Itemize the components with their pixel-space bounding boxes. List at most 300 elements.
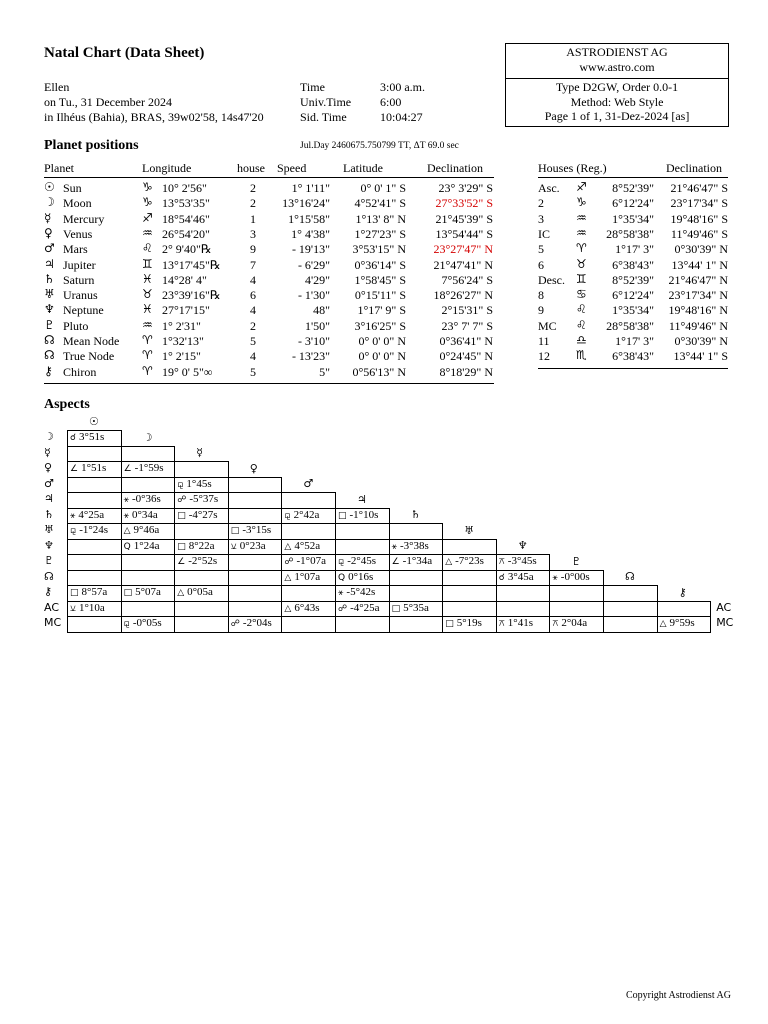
aspect-cell (281, 508, 336, 525)
aspect-orb (70, 540, 73, 552)
planet-glyph-icon: ♃ (44, 256, 55, 271)
aspect-cell (67, 585, 122, 602)
aspect-orb (231, 571, 234, 583)
zodiac-sign-icon: ♎ (576, 333, 587, 347)
aspect-type-icon: □ (70, 588, 79, 598)
planet-speed: - 6'29" (297, 257, 330, 272)
aspect-orb: 0°23a (239, 539, 266, 552)
house-longitude: 6°12'24" (612, 196, 654, 211)
planet-speed: 1° 4'38" (291, 226, 330, 241)
planet-speed: - 3'10" (297, 334, 330, 348)
planet-name: Pluto (63, 318, 89, 333)
houses-footer-rule (538, 368, 728, 369)
planet-declination: 23°27'47" N (433, 242, 493, 257)
aspect-cell (67, 616, 122, 633)
aspect-cell (335, 508, 390, 525)
planet-speed: 1'50" (304, 318, 330, 333)
planet-house: 5 (250, 364, 256, 379)
aspect-row-icon-right: MC (716, 616, 734, 629)
planet-speed: 1° 1'11" (291, 181, 330, 195)
aspect-cell (174, 461, 229, 478)
aspect-cell (67, 430, 122, 447)
col-house: house (237, 161, 265, 175)
planet-name: Sun (63, 181, 82, 195)
aspect-column-icon: ♅ (464, 523, 475, 537)
planet-longitude: 10° 2'56" (162, 181, 207, 195)
planet-glyph-icon: ⚷ (44, 363, 53, 378)
aspect-row-icon: MC (44, 616, 62, 629)
company-url: www.astro.com (579, 60, 655, 74)
planet-declination: 7°56'24" S (441, 272, 493, 287)
aspect-orb: -7°23s (455, 555, 484, 567)
aspect-type-icon: ⚼ (70, 526, 77, 536)
aspect-cell (281, 570, 336, 587)
aspect-orb: 1°07a (294, 570, 321, 583)
house-name: IC (538, 226, 550, 241)
planet-speed: - 1'30" (297, 288, 330, 303)
planet-latitude: 0°15'11" S (354, 288, 406, 303)
col-declination: Declination (427, 161, 483, 175)
aspect-column-icon: ♂ (303, 477, 314, 490)
time-label: Time (300, 80, 325, 94)
aspect-column-icon: ☉ (89, 415, 99, 428)
aspect-cell (281, 539, 336, 556)
aspect-cell (228, 477, 283, 494)
planet-glyph-icon: ♀ (44, 225, 53, 240)
aspect-orb (445, 571, 448, 583)
zodiac-sign-icon: ♉ (576, 256, 587, 271)
aspect-type-icon: ⚼ (177, 479, 184, 490)
aspect-orb (392, 571, 395, 583)
aspect-orb (606, 617, 609, 629)
house-name: 5 (538, 242, 544, 257)
planet-glyph-icon: ☽ (44, 195, 55, 210)
aspect-type-icon: ⚹ (391, 541, 397, 552)
aspect-cell (281, 554, 336, 571)
aspect-orb (606, 586, 609, 598)
aspect-orb: 6°43s (294, 601, 320, 614)
aspect-cell (281, 523, 336, 540)
zodiac-sign-icon: ♓ (142, 302, 153, 317)
aspect-column-icon: ♆ (517, 539, 528, 552)
aspect-row-icon: ☽ (44, 430, 54, 443)
aspect-orb (231, 478, 234, 490)
aspect-orb (231, 602, 234, 614)
planet-declination: 21°47'41" N (433, 257, 493, 272)
aspect-type-icon: ⚺ (230, 541, 237, 552)
house-name: 9 (538, 303, 544, 318)
aspect-cell (121, 601, 176, 618)
aspect-type-icon: ⚹ (552, 572, 558, 583)
aspect-type-icon: ☍ (284, 557, 294, 567)
planet-latitude: 1°58'45" S (354, 272, 406, 287)
aspect-cell (335, 601, 390, 618)
planet-longitude: 1° 2'15" (162, 349, 201, 364)
aspect-orb (124, 447, 127, 459)
house-longitude: 1°17' 3" (615, 242, 654, 257)
time-value: 3:00 a.m. (380, 80, 425, 94)
aspect-cell (228, 523, 283, 540)
aspect-orb: 2°42a (293, 508, 320, 521)
aspect-type-icon: □ (338, 510, 347, 521)
aspects-heading: Aspects (44, 397, 90, 412)
aspect-cell (549, 570, 604, 587)
planet-glyph-icon: ♇ (44, 317, 55, 332)
planet-glyph-icon: ☊ (44, 348, 55, 363)
aspect-cell (121, 461, 176, 478)
aspect-type-icon: ⚻ (498, 619, 505, 629)
aspect-type-icon: Q (123, 541, 131, 552)
aspect-cell (228, 508, 283, 525)
aspect-orb: -3°45s (507, 555, 537, 567)
aspect-type-icon: □ (177, 510, 186, 521)
aspect-cell (442, 601, 497, 618)
planet-speed: 5" (319, 364, 330, 379)
planet-longitude: 26°54'20" (162, 226, 210, 241)
aspect-orb (338, 524, 341, 536)
aspect-orb: 9°46a (133, 524, 160, 536)
planet-speed: 48" (313, 303, 330, 318)
aspect-type-icon: △ (284, 541, 292, 552)
house-declination: 0°30'39" N (674, 242, 728, 257)
aspect-cell (281, 616, 336, 633)
house-longitude: 28°58'38" (606, 226, 654, 241)
house-declination: 23°17'34" N (668, 288, 728, 303)
aspect-cell (335, 585, 390, 602)
aspect-cell (389, 585, 444, 602)
aspect-orb: 1°24a (133, 539, 160, 552)
aspect-orb: -0°00s (560, 570, 590, 583)
aspect-row-icon-right: AC (716, 600, 732, 614)
planet-speed: 4'29" (304, 272, 330, 287)
aspect-orb: 5°35a (403, 601, 429, 614)
aspect-type-icon: ∠ (70, 464, 79, 474)
page-title: Natal Chart (Data Sheet) (44, 45, 205, 61)
aspect-orb: -5°42s (346, 586, 376, 598)
aspect-cell (335, 570, 390, 587)
aspect-type-icon: ⚻ (552, 619, 559, 629)
aspect-cell (121, 585, 176, 602)
planet-longitude: 1°32'13" (162, 334, 204, 348)
sid-time-label: Sid. Time (300, 110, 347, 124)
col-houses: Houses (Reg.) (538, 161, 607, 175)
planet-house: 2 (250, 181, 256, 195)
aspect-cell (442, 585, 497, 602)
aspect-orb: 1°10a (79, 601, 105, 614)
planet-longitude: 27°17'15" (162, 303, 210, 318)
planet-speed: - 19'13" (291, 242, 330, 257)
aspect-orb (552, 602, 555, 614)
planet-house: 4 (250, 303, 256, 318)
planet-longitude: 13°17'45"℞ (162, 257, 221, 272)
zodiac-sign-icon: ♑ (142, 195, 153, 210)
aspect-row-icon: ♅ (44, 523, 54, 536)
house-name: MC (538, 318, 557, 333)
page-info: Page 1 of 1, 31-Dez-2024 [as] (544, 109, 690, 123)
aspect-cell (67, 554, 122, 571)
house-name: Asc. (538, 181, 560, 195)
planet-house: 4 (250, 272, 256, 287)
aspect-type-icon: ☍ (177, 495, 187, 505)
aspect-column-icon: ☊ (625, 570, 635, 583)
aspect-cell (442, 539, 497, 556)
planet-house: 1 (250, 211, 256, 226)
aspect-orb (231, 555, 234, 567)
aspect-orb (499, 602, 502, 614)
zodiac-sign-icon: ♓ (142, 271, 153, 286)
planet-name: Saturn (63, 272, 95, 287)
planet-name: Jupiter (63, 257, 96, 272)
aspect-cell (228, 539, 283, 556)
aspect-row-icon: ♂ (44, 476, 54, 490)
aspect-type-icon: □ (123, 588, 133, 598)
houses-header-rule (538, 177, 728, 178)
aspect-orb: -1°59s (134, 462, 164, 474)
zodiac-sign-icon: ♈ (142, 333, 153, 347)
house-declination: 21°46'47" N (668, 272, 728, 287)
aspect-type-icon: ⚹ (338, 588, 344, 598)
planet-latitude: 0°36'14" S (354, 257, 406, 272)
aspect-cell (389, 616, 444, 633)
aspect-orb (70, 571, 73, 583)
planet-glyph-icon: ☿ (44, 210, 52, 225)
zodiac-sign-icon: ♒ (142, 317, 153, 332)
aspect-cell (442, 616, 497, 633)
aspect-type-icon: ∠ (391, 557, 400, 567)
company-name: ASTRODIENST AG (566, 45, 668, 59)
aspect-cell (496, 570, 551, 587)
planet-name: Uranus (63, 288, 98, 303)
aspect-cell (496, 585, 551, 602)
aspect-orb: 0°34a (132, 508, 158, 521)
planet-glyph-icon: ♂ (44, 241, 55, 256)
zodiac-sign-icon: ♑ (576, 195, 587, 210)
planet-declination: 21°45'39" S (435, 211, 493, 226)
aspect-row-icon: ♃ (44, 492, 54, 505)
aspect-orb: -3°38s (400, 539, 429, 552)
aspect-type-icon: □ (445, 619, 454, 629)
aspect-row-icon: ☿ (44, 445, 51, 459)
aspect-orb: 8°57a (81, 586, 108, 598)
planet-declination: 0°36'41" N (439, 334, 493, 348)
planet-longitude: 19° 0' 5"∞ (162, 364, 213, 379)
planet-house: 4 (250, 349, 256, 364)
aspect-cell (549, 601, 604, 618)
aspect-orb (284, 524, 287, 536)
aspect-orb: 3°51s (79, 431, 105, 443)
col-longitude: Longitude (142, 161, 192, 175)
aspect-cell (121, 539, 176, 556)
zodiac-sign-icon: ♌ (142, 241, 153, 256)
aspect-orb: 9°59s (669, 617, 695, 629)
planet-declination: 0°24'45" N (439, 349, 493, 364)
aspect-orb (606, 602, 609, 614)
aspect-cell (442, 554, 497, 571)
planet-speed: - 13'23" (291, 349, 330, 364)
planet-house: 5 (250, 334, 256, 348)
aspect-orb (284, 493, 287, 505)
planet-glyph-icon: ♅ (44, 287, 55, 302)
aspect-cell (335, 616, 390, 633)
aspect-type-icon: □ (177, 541, 186, 552)
aspect-orb: -4°25a (350, 601, 380, 614)
planet-name: Moon (63, 196, 92, 211)
aspect-orb (124, 602, 127, 614)
aspect-orb (231, 493, 234, 505)
aspect-type-icon: ⚹ (70, 510, 76, 521)
aspect-row-icon: AC (44, 600, 60, 614)
planet-house: 2 (250, 196, 256, 211)
planet-header-rule (44, 177, 494, 178)
aspect-orb: -1°34a (402, 555, 433, 567)
aspect-orb (392, 586, 395, 598)
col-house-declination: Declination (666, 161, 722, 175)
aspect-cell (174, 554, 229, 571)
aspect-orb (177, 602, 180, 614)
aspect-orb (660, 602, 663, 614)
aspect-column-icon: ⚷ (678, 585, 687, 599)
aspect-column-icon: ♀ (249, 461, 258, 475)
planet-latitude: 4°52'41" S (354, 196, 406, 211)
planet-declination: 23° 3'29" S (438, 181, 493, 195)
birth-place: in Ilhéus (Bahia), BRAS, 39w02'58, 14s47'20 (44, 110, 264, 124)
aspect-orb (70, 555, 73, 567)
aspect-orb: -4°27s (188, 508, 218, 521)
aspect-orb: -5°37s (189, 493, 219, 505)
col-latitude: Latitude (343, 161, 383, 175)
aspect-orb: 3°45a (507, 570, 534, 583)
aspect-orb: 0°16s (348, 570, 374, 583)
aspect-cell (174, 523, 229, 540)
house-longitude: 8°52'39" (612, 272, 654, 287)
aspect-cell (174, 570, 229, 587)
house-declination: 11°49'46" N (668, 318, 728, 333)
aspect-orb (499, 586, 502, 598)
copyright: Copyright Astrodienst AG (625, 990, 731, 1001)
aspect-cell (549, 616, 604, 633)
planet-name: Chiron (63, 364, 97, 379)
zodiac-sign-icon: ♌ (576, 317, 587, 332)
aspect-orb (284, 617, 287, 629)
planet-latitude: 0°56'13" N (352, 364, 406, 379)
aspect-orb (124, 555, 127, 567)
aspect-cell (121, 477, 176, 494)
col-planet: Planet (44, 161, 74, 175)
aspect-row-icon: ♇ (44, 554, 54, 567)
aspect-cell (121, 508, 176, 525)
zodiac-sign-icon: ♈ (576, 241, 587, 256)
aspect-orb (231, 509, 234, 521)
birth-date: on Tu., 31 December 2024 (44, 95, 172, 109)
planet-house: 2 (250, 318, 256, 333)
house-longitude: 1°17' 3" (615, 334, 654, 348)
aspect-orb: 8°22a (188, 539, 215, 552)
aspect-cell (281, 585, 336, 602)
aspect-orb (70, 617, 73, 629)
aspect-orb (124, 478, 127, 490)
aspect-cell (657, 601, 712, 618)
planet-longitude: 23°39'16"℞ (162, 288, 221, 303)
planet-name: Neptune (63, 303, 104, 318)
planet-glyph-icon: ☊ (44, 333, 55, 347)
aspect-orb: -0°36s (132, 493, 161, 505)
aspect-cell (67, 492, 122, 509)
planet-speed: 13°16'24" (282, 196, 330, 211)
aspect-type-icon: ⚼ (338, 557, 345, 567)
aspect-cell (228, 585, 283, 602)
aspect-cell (442, 570, 497, 587)
aspect-cell (228, 570, 283, 587)
planet-latitude: 1°17' 9" S (357, 303, 406, 318)
house-name: 12 (538, 349, 550, 364)
planet-latitude: 3°16'25" S (354, 318, 406, 333)
planet-house: 7 (250, 257, 256, 272)
aspect-orb (70, 478, 73, 490)
aspect-column-icon: ♇ (571, 554, 582, 568)
planet-longitude: 14°28' 4" (162, 272, 207, 287)
aspect-cell (389, 554, 444, 571)
house-name: 2 (538, 196, 544, 211)
aspect-cell (67, 539, 122, 556)
house-longitude: 8°52'39" (612, 181, 654, 195)
aspect-cell (228, 616, 283, 633)
aspect-column-icon: ☿ (196, 446, 203, 459)
aspect-cell (174, 616, 229, 633)
zodiac-sign-icon: ♉ (142, 287, 153, 302)
aspect-type-icon: △ (445, 557, 453, 567)
aspect-orb: 5°07a (135, 586, 161, 598)
aspect-cell (228, 554, 283, 571)
aspect-cell (335, 554, 390, 571)
aspect-orb (552, 586, 555, 598)
house-declination: 19°48'16" S (670, 211, 728, 226)
planet-name: Venus (63, 226, 93, 241)
planet-glyph-icon: ♆ (44, 302, 55, 317)
planet-name: Mean Node (63, 334, 120, 348)
planet-declination: 8°18'29" N (439, 364, 493, 379)
aspect-cell (67, 508, 122, 525)
aspect-orb (445, 586, 448, 598)
zodiac-sign-icon: ♑ (142, 180, 153, 194)
house-longitude: 6°38'43" (612, 257, 654, 272)
aspect-cell (603, 585, 658, 602)
aspect-cell (121, 570, 176, 587)
aspect-cell (281, 601, 336, 618)
aspect-orb: 1°51s (81, 462, 107, 474)
house-name: 6 (538, 257, 544, 272)
planet-longitude: 2° 9'40"℞ (162, 242, 212, 257)
house-declination: 19°48'16" N (668, 303, 728, 318)
aspect-cell (67, 570, 122, 587)
house-declination: 13°44' 1" S (673, 349, 728, 364)
planet-declination: 2°15'31" S (441, 303, 493, 318)
aspect-type-icon: △ (284, 603, 292, 614)
planet-longitude: 1° 2'31" (162, 318, 201, 333)
house-declination: 11°49'46" S (670, 226, 728, 241)
house-name: 3 (538, 211, 544, 226)
zodiac-sign-icon: ♌ (576, 302, 587, 317)
aspect-orb: -2°04s (242, 617, 272, 629)
aspect-type-icon: ⚺ (70, 603, 76, 614)
aspect-type-icon: △ (284, 572, 292, 583)
planet-name: Mars (63, 242, 88, 257)
aspect-orb: 5°19s (456, 617, 482, 629)
aspect-cell (389, 570, 444, 587)
aspect-cell (121, 554, 176, 571)
house-name: 11 (538, 334, 550, 348)
aspect-cell (174, 539, 229, 556)
aspect-cell (228, 601, 283, 618)
